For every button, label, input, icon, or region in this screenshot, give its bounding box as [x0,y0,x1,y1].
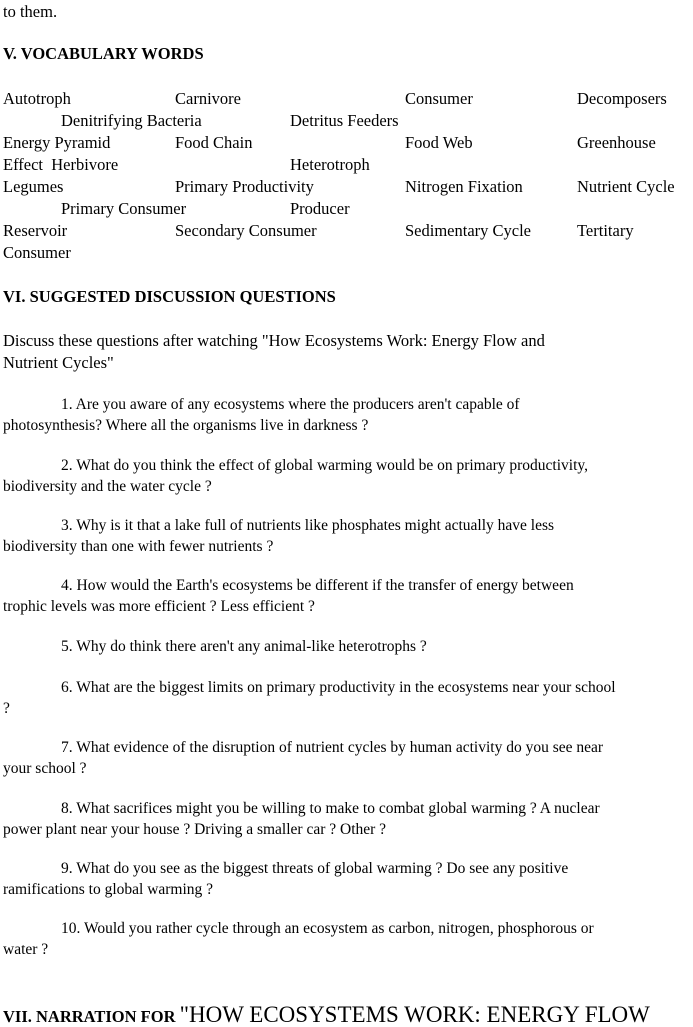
vocab-word: Food Web [405,133,473,152]
vocab-word: Primary Productivity [175,177,314,196]
question-9-line2: ramifications to global warming ? [3,881,214,898]
vocab-word: Decomposers [577,89,667,108]
vocab-word: Legumes [3,177,64,196]
discussion-heading: VI. SUGGESTED DISCUSSION QUESTIONS [3,287,336,306]
question-1-line2: photosynthesis? Where all the organisms live in darkness ? [3,417,369,434]
vocab-word: Autotroph [3,89,71,108]
question-4-line2: trophic levels was more efficient ? Less efficient ? [3,598,315,615]
question-5-line1: 5. Why do think there aren't any animal-like heterotrophs ? [61,638,427,655]
question-7-line2: your school ? [3,760,87,777]
question-7-line1: 7. What evidence of the disruption of nutrient cycles by human activity do you see near [61,739,604,756]
vocab-word: Carnivore [175,89,241,108]
vocab-word: Consumer [405,89,473,108]
question-2-line2: biodiversity and the water cycle ? [3,478,212,495]
question-6-line2: ? [3,700,10,717]
intro-fragment: to them. [3,2,58,21]
vocab-word: Secondary Consumer [175,221,317,240]
vocab-word: Nitrogen Fixation [405,177,523,196]
vocab-word: Denitrifying Bacteria [61,111,202,130]
discussion-intro-line1: Discuss these questions after watching "How Ecosystems Work: Energy Flow and [3,331,545,350]
narration-heading [3,1003,650,1026]
vocab-word: Consumer [3,243,71,262]
narration-heading-title: "HOW ECOSYSTEMS WORK: ENERGY FLOW [179,1002,650,1027]
vocab-word: Food Chain [175,133,253,152]
question-1-line1: 1. Are you aware of any ecosystems where the producers aren't capable of [61,396,520,413]
vocab-word: Sedimentary Cycle [405,221,532,240]
vocab-word: Detritus Feeders [290,111,399,130]
vocab-word: Reservoir [3,221,68,240]
vocab-word: Heterotroph [290,155,370,174]
question-9-line1: 9. What do you see as the biggest threats of global warming ? Do see any positive [61,860,569,877]
vocab-word: Primary Consumer [61,199,187,218]
question-4-line1: 4. How would the Earth's ecosystems be different if the transfer of energy between [61,577,574,594]
vocab-word: Effect Herbivore [3,155,119,174]
vocab-word: Tertitary [577,221,634,240]
vocab-word: Energy Pyramid [3,133,111,152]
question-10-line2: water ? [3,941,49,958]
question-2-line1: 2. What do you think the effect of global warming would be on primary productivity, [61,457,589,474]
question-6-line1: 6. What are the biggest limits on primary productivity in the ecosystems near your school [61,679,616,696]
question-8-line1: 8. What sacrifices might you be willing to make to combat global warming ? A nuclear [61,800,600,817]
vocab-heading: V. VOCABULARY WORDS [3,44,204,63]
question-10-line1: 10. Would you rather cycle through an ecosystem as carbon, nitrogen, phosphorous or [61,920,594,937]
narration-heading-bold: VII. NARRATION FOR [3,1007,176,1026]
question-8-line2: power plant near your house ? Driving a smaller car ? Other ? [3,821,387,838]
question-3-line1: 3. Why is it that a lake full of nutrients like phosphates might actually have less [61,517,555,534]
vocab-word: Greenhouse [577,133,656,152]
vocab-word: Producer [290,199,350,218]
vocab-word: Nutrient Cycle [577,177,675,196]
question-3-line2: biodiversity than one with fewer nutrients ? [3,538,274,555]
discussion-intro-line2: Nutrient Cycles" [3,353,114,372]
